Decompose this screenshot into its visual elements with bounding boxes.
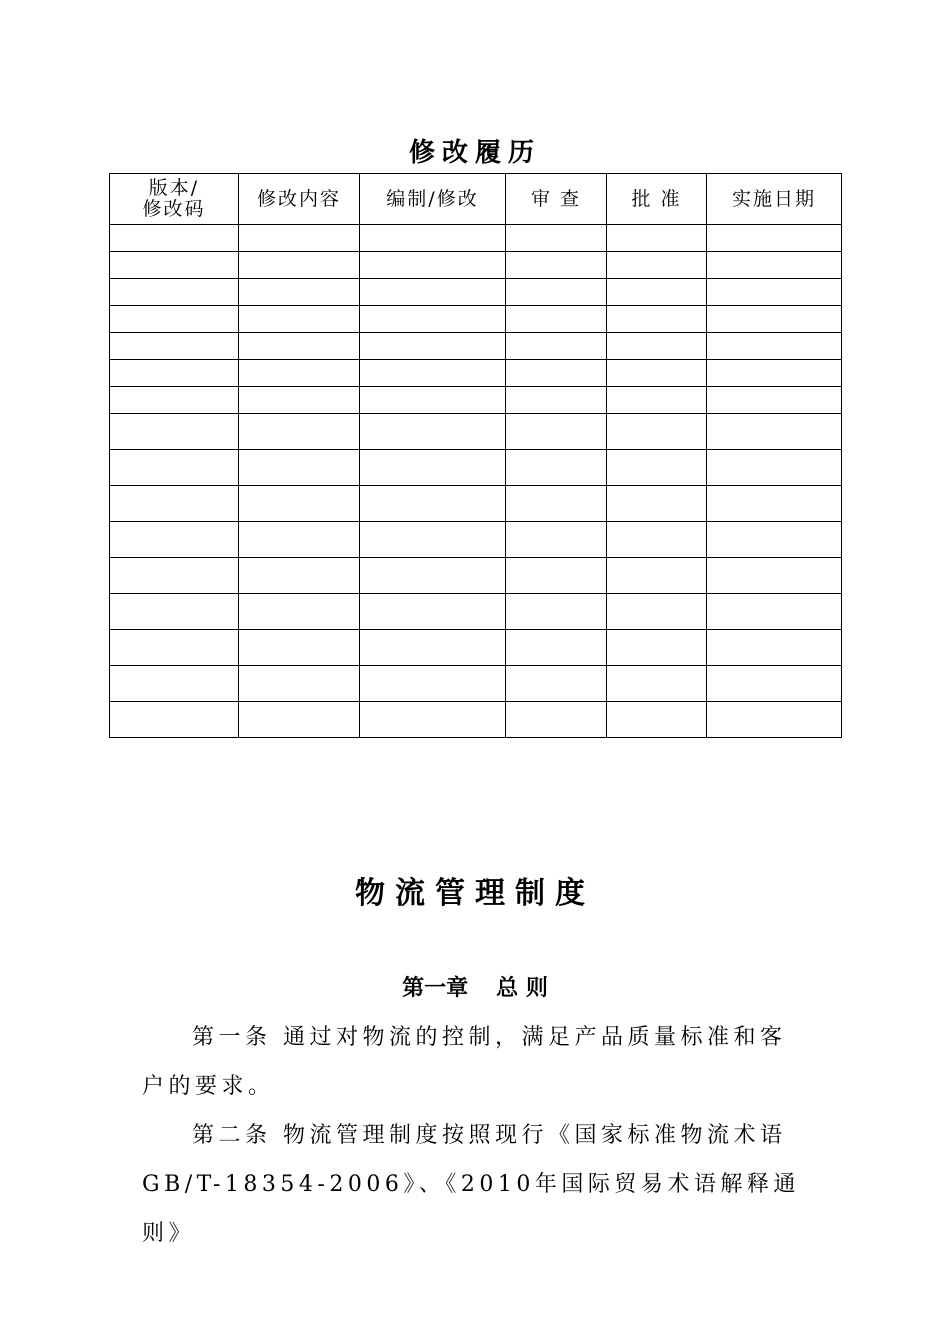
table-row xyxy=(110,486,842,522)
table-cell xyxy=(607,252,707,279)
table-cell xyxy=(506,225,607,252)
table-cell xyxy=(239,333,360,360)
table-cell xyxy=(110,702,239,738)
table-cell xyxy=(506,306,607,333)
revision-history-title: 修改履历 xyxy=(408,138,541,168)
table-row xyxy=(110,414,842,450)
table-cell xyxy=(707,252,842,279)
document-title: 物流管理制度 xyxy=(355,876,595,911)
table-cell xyxy=(110,450,239,486)
table-cell xyxy=(110,333,239,360)
table-cell xyxy=(506,666,607,702)
table-cell xyxy=(607,666,707,702)
table-cell xyxy=(360,333,506,360)
header-date: 实施日期 xyxy=(707,174,842,225)
header-version-line2: 修改码 xyxy=(142,198,206,220)
table-cell xyxy=(239,252,360,279)
table-cell xyxy=(607,558,707,594)
header-approve: 批 准 xyxy=(607,174,707,225)
table-cell xyxy=(506,387,607,414)
table-cell xyxy=(607,630,707,666)
table-cell xyxy=(110,252,239,279)
table-cell xyxy=(506,702,607,738)
table-cell xyxy=(707,279,842,306)
table-row xyxy=(110,702,842,738)
table-cell xyxy=(110,306,239,333)
table-row xyxy=(110,252,842,279)
table-cell xyxy=(506,594,607,630)
table-cell xyxy=(707,387,842,414)
revision-history-table xyxy=(109,173,842,738)
table-cell xyxy=(239,558,360,594)
table-cell xyxy=(707,666,842,702)
table-cell xyxy=(506,414,607,450)
header-review: 审 查 xyxy=(506,174,607,225)
chapter-heading xyxy=(0,971,950,1002)
table-cell xyxy=(360,666,506,702)
table-cell xyxy=(239,414,360,450)
table-cell xyxy=(110,360,239,387)
table-cell xyxy=(239,666,360,702)
table-row xyxy=(110,630,842,666)
table-row xyxy=(110,279,842,306)
table-header-row xyxy=(110,174,842,225)
table-cell xyxy=(360,450,506,486)
table-cell xyxy=(607,486,707,522)
table-row xyxy=(110,306,842,333)
table-cell xyxy=(239,306,360,333)
table-cell xyxy=(607,333,707,360)
table-row xyxy=(110,360,842,387)
table-cell xyxy=(506,252,607,279)
table-cell xyxy=(707,594,842,630)
table-cell xyxy=(607,522,707,558)
article-1-paragraph: 第一条 通过对物流的控制，满足产品质量标准和客户的要求。 xyxy=(142,1025,787,1099)
table-cell xyxy=(506,630,607,666)
table-cell xyxy=(506,558,607,594)
table-cell xyxy=(239,387,360,414)
table-cell xyxy=(239,594,360,630)
table-row xyxy=(110,558,842,594)
table-cell xyxy=(110,522,239,558)
table-cell xyxy=(239,450,360,486)
table-cell xyxy=(239,360,360,387)
table-cell xyxy=(707,630,842,666)
table-cell xyxy=(239,279,360,306)
table-cell xyxy=(110,414,239,450)
header-version xyxy=(110,174,239,225)
table-cell xyxy=(360,306,506,333)
table-row xyxy=(110,666,842,702)
table-cell xyxy=(239,522,360,558)
table-cell xyxy=(707,702,842,738)
table-cell xyxy=(360,360,506,387)
table-cell xyxy=(110,558,239,594)
table-cell xyxy=(110,666,239,702)
table-cell xyxy=(707,414,842,450)
table-cell xyxy=(707,522,842,558)
table-cell xyxy=(360,630,506,666)
table-cell xyxy=(110,225,239,252)
chapter-label: 第一章 xyxy=(402,976,469,1001)
table-cell xyxy=(239,486,360,522)
table-cell xyxy=(360,522,506,558)
table-cell xyxy=(110,630,239,666)
table-row xyxy=(110,225,842,252)
table-cell xyxy=(360,387,506,414)
table-cell xyxy=(506,522,607,558)
header-version-line1: 版本/ xyxy=(148,177,200,199)
table-cell xyxy=(607,279,707,306)
table-cell xyxy=(110,279,239,306)
table-row xyxy=(110,450,842,486)
table-cell xyxy=(110,387,239,414)
table-cell xyxy=(607,306,707,333)
chapter-name: 总 则 xyxy=(496,976,548,1001)
table-cell xyxy=(607,225,707,252)
table-cell xyxy=(239,225,360,252)
table-body xyxy=(110,225,842,738)
table-cell xyxy=(506,450,607,486)
table-cell xyxy=(360,414,506,450)
table-cell xyxy=(707,306,842,333)
table-cell xyxy=(707,486,842,522)
header-content: 修改内容 xyxy=(239,174,360,225)
table-cell xyxy=(360,252,506,279)
table-cell xyxy=(360,279,506,306)
table-cell xyxy=(707,558,842,594)
table-cell xyxy=(239,630,360,666)
table-cell xyxy=(607,360,707,387)
table-cell xyxy=(607,594,707,630)
table-cell xyxy=(607,414,707,450)
table-cell xyxy=(360,558,506,594)
table-cell xyxy=(506,333,607,360)
table-row xyxy=(110,594,842,630)
table-cell xyxy=(360,486,506,522)
table-cell xyxy=(239,702,360,738)
table-cell xyxy=(110,594,239,630)
table-cell xyxy=(110,486,239,522)
table-cell xyxy=(607,387,707,414)
table-cell xyxy=(506,360,607,387)
table-cell xyxy=(360,594,506,630)
table-row xyxy=(110,387,842,414)
table-cell xyxy=(707,360,842,387)
table-cell xyxy=(506,279,607,306)
table-cell xyxy=(607,702,707,738)
table-cell xyxy=(707,333,842,360)
table-row xyxy=(110,333,842,360)
article-2-paragraph: 第二条 物流管理制度按照现行《国家标准物流术语GB/T-18354-2006》、《2010年国际贸易术语解释通则》 xyxy=(142,1123,800,1246)
table-cell xyxy=(707,450,842,486)
table-cell xyxy=(707,225,842,252)
table-cell xyxy=(360,225,506,252)
header-editor: 编制/修改 xyxy=(360,174,506,225)
table-cell xyxy=(360,702,506,738)
table-cell xyxy=(506,486,607,522)
table-row xyxy=(110,522,842,558)
table-cell xyxy=(607,450,707,486)
